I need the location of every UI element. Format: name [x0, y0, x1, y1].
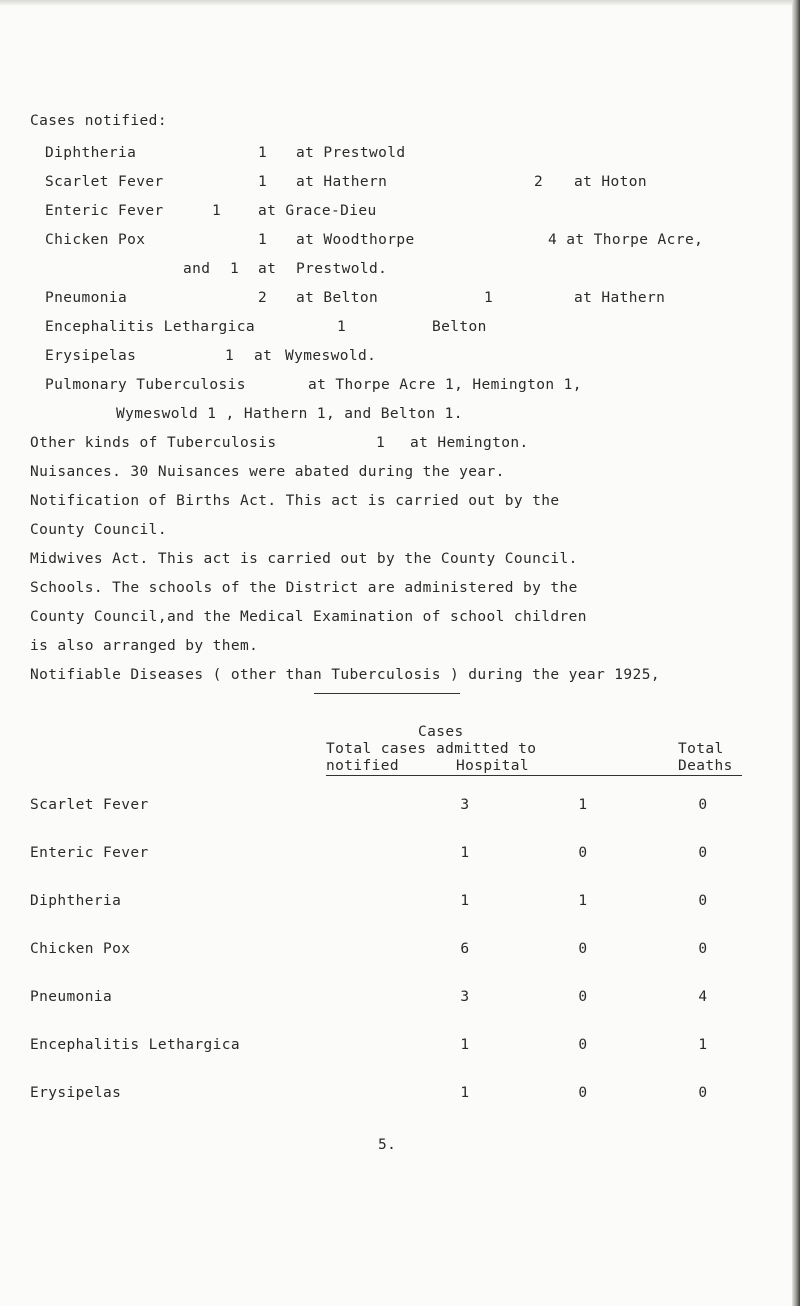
page-right-edge	[792, 0, 800, 1306]
page-number: 5.	[378, 1137, 397, 1153]
row-hospital: 0	[578, 941, 588, 957]
row-notified: 3	[460, 797, 470, 813]
nuisances-paragraph: Nuisances. 30 Nuisances were abated during the year.	[30, 464, 505, 480]
row-disease: Scarlet Fever	[30, 797, 149, 813]
row-hospital: 0	[578, 989, 588, 1005]
scarlet-fever-count: 1	[258, 174, 268, 190]
pneumonia-location-2: at Hathern	[574, 290, 666, 306]
chicken-pox-count-3: 1	[230, 261, 240, 277]
chicken-pox-at: at	[258, 261, 277, 277]
chicken-pox-location: at Woodthorpe	[296, 232, 415, 248]
row-notified: 1	[460, 893, 470, 909]
row-disease: Encephalitis Lethargica	[30, 1037, 240, 1053]
pulmonary-tb-locations-cont: Wymeswold 1 , Hathern 1, and Belton 1.	[116, 406, 463, 422]
col-deaths-header-1: Total	[678, 741, 724, 757]
pulmonary-tb-locations: at Thorpe Acre 1, Hemington 1,	[308, 377, 582, 393]
row-notified: 1	[460, 1037, 470, 1053]
heading-underline	[314, 693, 460, 694]
row-deaths: 1	[698, 1037, 708, 1053]
row-notified: 1	[460, 1085, 470, 1101]
pneumonia-label: Pneumonia	[45, 290, 128, 306]
row-deaths: 0	[698, 893, 708, 909]
erysipelas-at: at	[254, 348, 273, 364]
cases-notified-heading: Cases notified:	[30, 113, 167, 129]
col-deaths-header-2: Deaths	[678, 758, 733, 774]
chicken-pox-location-3: Prestwold.	[296, 261, 388, 277]
other-tb-location: at Hemington.	[410, 435, 529, 451]
row-deaths: 0	[698, 845, 708, 861]
scarlet-fever-location: at Hathern	[296, 174, 388, 190]
chicken-pox-and: and	[183, 261, 211, 277]
row-hospital: 1	[578, 797, 588, 813]
diphtheria-count: 1	[258, 145, 268, 161]
scarlet-fever-count-2: 2	[534, 174, 544, 190]
chicken-pox-location-2: 4 at Thorpe Acre,	[548, 232, 704, 248]
row-disease: Enteric Fever	[30, 845, 149, 861]
chicken-pox-label: Chicken Pox	[45, 232, 146, 248]
enteric-fever-label: Enteric Fever	[45, 203, 164, 219]
row-disease: Chicken Pox	[30, 941, 131, 957]
diphtheria-label: Diphtheria	[45, 145, 137, 161]
row-disease: Pneumonia	[30, 989, 113, 1005]
scarlet-fever-location-2: at Hoton	[574, 174, 648, 190]
pneumonia-location: at Belton	[296, 290, 379, 306]
col-hospital-header-2: Hospital	[456, 758, 530, 774]
row-hospital: 0	[578, 1037, 588, 1053]
other-tb-label: Other kinds of Tuberculosis	[30, 435, 277, 451]
scarlet-fever-label: Scarlet Fever	[45, 174, 164, 190]
pneumonia-count: 2	[258, 290, 268, 306]
enteric-fever-count: 1	[212, 203, 222, 219]
table-header-rule	[326, 775, 742, 776]
row-hospital: 0	[578, 845, 588, 861]
col-hospital-header-1: admitted to	[436, 741, 537, 757]
chicken-pox-count: 1	[258, 232, 268, 248]
col-notified-header-2: notified	[326, 758, 400, 774]
col-hospital-header-0: Cases	[418, 724, 464, 740]
row-hospital: 0	[578, 1085, 588, 1101]
row-hospital: 1	[578, 893, 588, 909]
other-tb-count: 1	[376, 435, 386, 451]
page-top-edge	[0, 0, 800, 6]
erysipelas-location: Wymeswold.	[285, 348, 377, 364]
pneumonia-count-2: 1	[484, 290, 494, 306]
encephalitis-count: 1	[337, 319, 347, 335]
row-disease: Erysipelas	[30, 1085, 122, 1101]
enteric-fever-location: at Grace-Dieu	[258, 203, 377, 219]
row-deaths: 0	[698, 797, 708, 813]
row-disease: Diphtheria	[30, 893, 122, 909]
pulmonary-tb-label: Pulmonary Tuberculosis	[45, 377, 246, 393]
diphtheria-location: at Prestwold	[296, 145, 406, 161]
row-deaths: 0	[698, 1085, 708, 1101]
schools-paragraph-2: County Council,and the Medical Examination of school children	[30, 609, 587, 625]
row-notified: 3	[460, 989, 470, 1005]
births-act-paragraph: Notification of Births Act. This act is carried out by the	[30, 493, 560, 509]
erysipelas-count: 1	[225, 348, 235, 364]
encephalitis-label: Encephalitis Lethargica	[45, 319, 255, 335]
row-notified: 6	[460, 941, 470, 957]
schools-paragraph-3: is also arranged by them.	[30, 638, 259, 654]
row-notified: 1	[460, 845, 470, 861]
row-deaths: 4	[698, 989, 708, 1005]
midwives-act-paragraph: Midwives Act. This act is carried out by the County Council.	[30, 551, 578, 567]
births-act-paragraph-cont: County Council.	[30, 522, 167, 538]
encephalitis-location: Belton	[432, 319, 487, 335]
row-deaths: 0	[698, 941, 708, 957]
col-notified-header-1: Total cases	[326, 741, 427, 757]
notifiable-diseases-heading: Notifiable Diseases ( other than Tuberculosis ) during the year 1925,	[30, 667, 660, 683]
schools-paragraph: Schools. The schools of the District are administered by the	[30, 580, 578, 596]
erysipelas-label: Erysipelas	[45, 348, 137, 364]
